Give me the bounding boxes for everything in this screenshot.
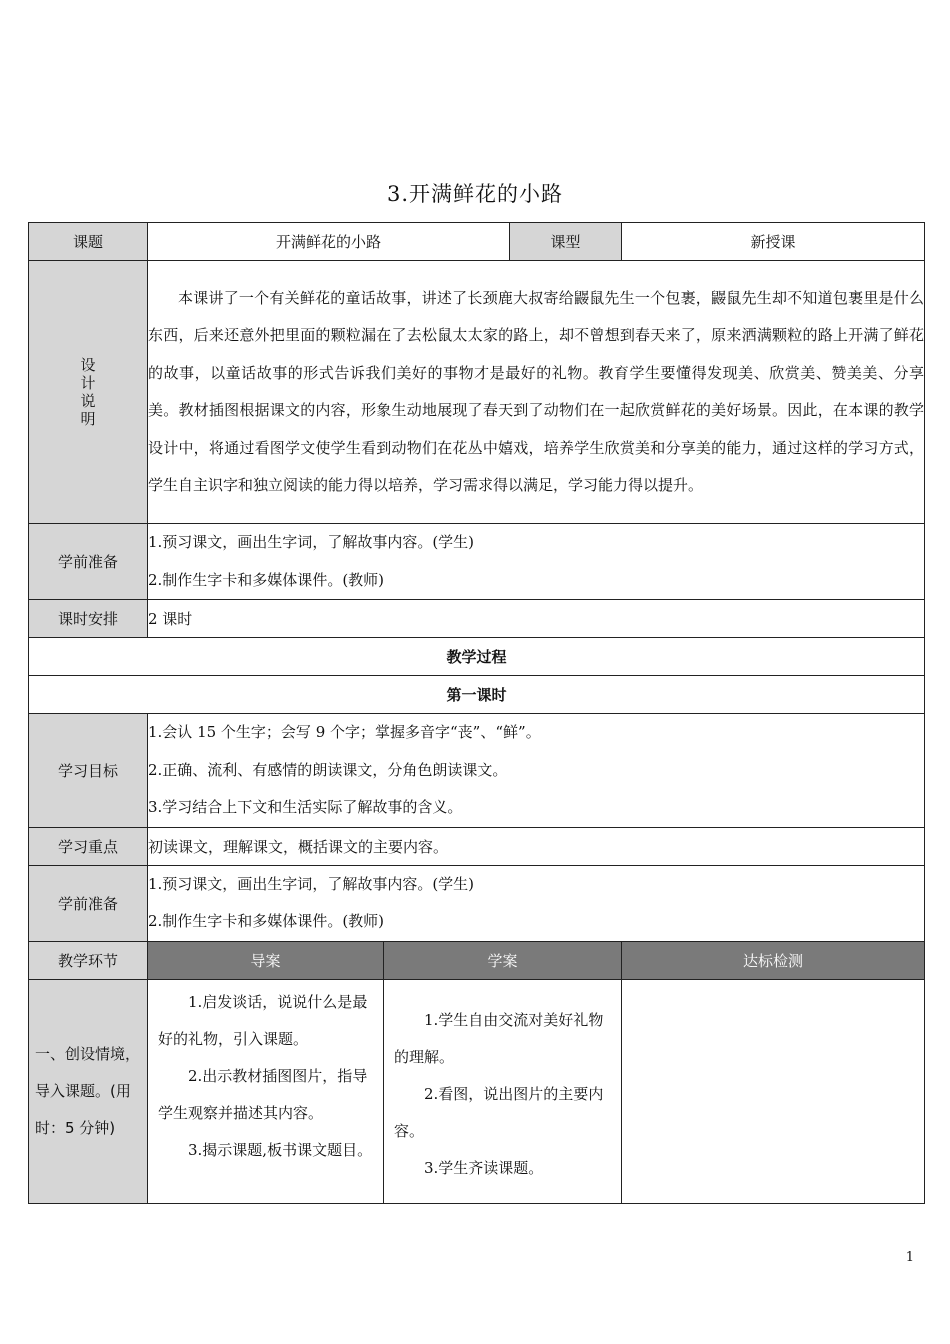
design-label-char: 计 — [80, 374, 96, 392]
column-stage: 教学环节 — [29, 941, 148, 979]
stage1-row — [29, 979, 925, 1203]
schedule-value: 2 课时 — [148, 600, 925, 638]
design-text-cell — [148, 261, 925, 524]
page-number: 1 — [905, 1250, 914, 1265]
prep1-content — [148, 524, 925, 600]
stage1-name: 一、创设情境，导入课题。(用时：5 分钟) — [35, 1044, 141, 1137]
prep2-content — [148, 865, 925, 941]
stage1-study-cell — [384, 979, 622, 1203]
type-value: 新授课 — [622, 223, 925, 261]
topic-value: 开满鲜花的小路 — [148, 223, 510, 261]
stage1-guide-cell — [148, 979, 384, 1203]
focus-label: 学习重点 — [29, 827, 148, 865]
process-heading-row — [29, 638, 925, 676]
column-check: 达标检测 — [622, 941, 925, 979]
stage1-guide — [148, 980, 383, 1173]
prep1-label: 学前准备 — [29, 524, 148, 600]
period-heading-row — [29, 676, 925, 714]
prep1-line: 1.预习课文，画出生字词，了解故事内容。(学生) — [148, 533, 475, 551]
guide-step: 2.出示教材插图图片，指导学生观察并描述其内容。 — [158, 1066, 368, 1122]
period-heading: 第一课时 — [29, 676, 925, 714]
goal-line: 2.正确、流利、有感情的朗读课文，分角色朗读课文。 — [148, 760, 508, 779]
prep1-line: 2.制作生字卡和多媒体课件。(教师) — [148, 570, 385, 589]
prep2-row — [29, 865, 925, 941]
guide-step: 3.揭示课题,板书课文题目。 — [188, 1140, 373, 1159]
design-label-char: 设 — [80, 356, 96, 374]
goals-label: 学习目标 — [29, 714, 148, 828]
guide-step: 1.启发谈话，说说什么是最好的礼物，引入课题。 — [158, 992, 368, 1048]
type-label: 课型 — [510, 223, 622, 261]
prep2-line: 1.预习课文，画出生字词，了解故事内容。(学生) — [148, 874, 475, 893]
header-row — [29, 223, 925, 261]
study-step: 1.学生自由交流对美好礼物的理解。 — [394, 1010, 604, 1066]
document-title: 3.开满鲜花的小路 — [386, 182, 564, 206]
design-label-char: 明 — [80, 410, 96, 428]
lesson-plan-table — [28, 222, 925, 1204]
schedule-label: 课时安排 — [29, 600, 148, 638]
goals-row — [29, 714, 925, 828]
goal-line: 1.会认 15 个生字；会写 9 个字；掌握多音字“丧”、“鲜”。 — [148, 723, 541, 741]
design-label-char: 说 — [80, 392, 96, 410]
column-study: 学案 — [384, 941, 622, 979]
goals-content — [148, 714, 925, 828]
stage1-name-cell — [29, 979, 148, 1203]
goal-line: 3.学习结合上下文和生活实际了解故事的含义。 — [148, 798, 463, 816]
study-step: 2.看图，说出图片的主要内容。 — [394, 1084, 604, 1140]
design-text: 本课讲了一个有关鲜花的童话故事，讲述了长颈鹿大叔寄给鼹鼠先生一个包裹，鼹鼠先生却不知道包裹里是什么东西，后来还意外把里面的颗粒漏在了去松鼠太太家的路上，却不曾想到春天来了，原来洒满颗粒的路上开满了鲜花的故事，以童话故事的形式告诉我们美好的事物才是最好的礼物。教育学生要懂得发现美、欣赏美、赞美美、分享美。教材插图根据课文的内容，形象生动地展现了春天到了动物们在一起欣赏鲜花的美好场景。因此，在本课的教学设计中，将通过看图学文使学生看到动物们在花丛中嬉戏，培养学生欣赏美和分享美的能力，通过这样的学习方式，学生自主识字和独立阅读的能力得以培养，学习需求得以满足，学习能力得以提升。 — [148, 288, 925, 494]
prep2-line: 2.制作生字卡和多媒体课件。(教师) — [148, 912, 385, 930]
design-label — [29, 261, 148, 524]
design-row — [29, 261, 925, 524]
process-heading: 教学过程 — [29, 638, 925, 676]
schedule-row — [29, 600, 925, 638]
stage1-check — [622, 979, 925, 1203]
focus-row — [29, 827, 925, 865]
columns-header-row — [29, 941, 925, 979]
study-step: 3.学生齐读课题。 — [424, 1158, 544, 1177]
prep2-label: 学前准备 — [29, 865, 148, 941]
stage1-study — [384, 980, 621, 1191]
focus-value: 初读课文，理解课文，概括课文的主要内容。 — [148, 827, 925, 865]
prep1-row — [29, 524, 925, 600]
topic-label: 课题 — [29, 223, 148, 261]
column-guide: 导案 — [148, 941, 384, 979]
